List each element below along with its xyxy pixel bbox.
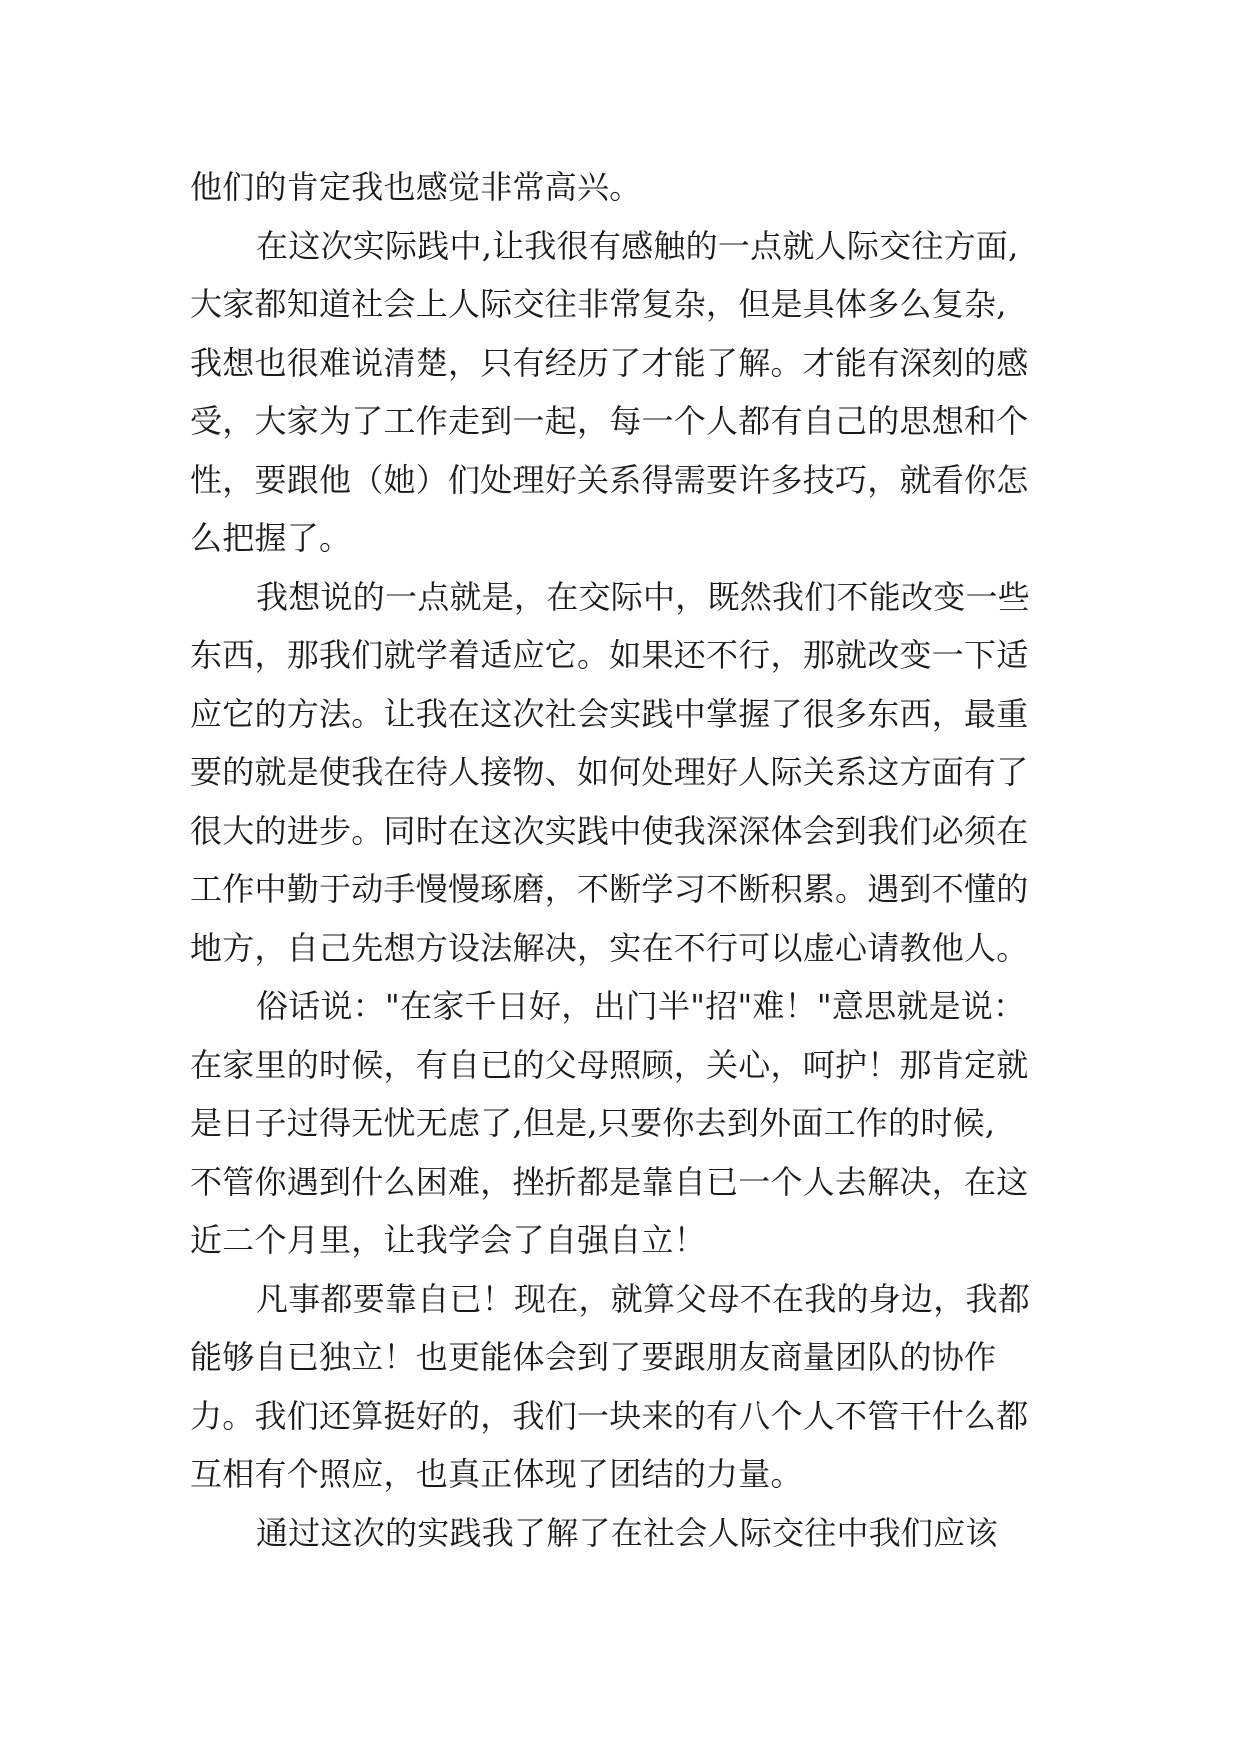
text-line: 近二个月里，让我学会了自强自立！ <box>190 1221 707 1259</box>
text-line: 我想也很难说清楚，只有经历了才能了解。才能有深刻的感 <box>190 343 1029 382</box>
text-line: 东西，那我们就学着适应它。如果还不行，那就改变一下适 <box>190 636 1029 674</box>
text-line: 性，要跟他（她）们处理好关系得需要许多技巧，就看你怎 <box>190 460 1029 499</box>
text-line: 力。我们还算挺好的，我们一块来的有八个人不管干什么都 <box>190 1396 1029 1435</box>
text-line: 能够自已独立！也更能体会到了要跟朋友商量团队的协作 <box>190 1338 997 1376</box>
text-line: 要的就是使我在待人接物、如何处理好人际关系这方面有了 <box>190 753 1029 791</box>
text-line: 大家都知道社会上人际交往非常复杂，但是具体多么复杂, <box>190 285 1007 323</box>
text-line: 工作中勤于动手慢慢琢磨，不断学习不断积累。遇到不懂的 <box>190 870 1029 908</box>
text-line: 是日子过得无忧无虑了,但是,只要你去到外面工作的时候, <box>190 1104 996 1142</box>
text-line: 地方，自己先想方设法解决，实在不行可以虚心请教他人。 <box>190 928 1029 967</box>
text-line: 不管你遇到什么困难，挫折都是靠自已一个人去解决，在这 <box>190 1162 1029 1201</box>
text-line: 俗话说："在家千日好，出门半"招"难！"意思就是说： <box>256 987 1026 1025</box>
text-line: 么把握了。 <box>190 519 352 557</box>
text-line: 很大的进步。同时在这次实践中使我深深体会到我们必须在 <box>190 811 1029 850</box>
text-line: 互相有个照应，也真正体现了团结的力量。 <box>190 1455 803 1493</box>
text-line: 在家里的时候，有自已的父母照顾，关心，呵护！那肯定就 <box>190 1045 1029 1084</box>
text-line: 他们的肯定我也感觉非常高兴。 <box>190 168 642 206</box>
text-line: 受，大家为了工作走到一起，每一个人都有自己的思想和个 <box>190 402 1029 440</box>
document-body <box>190 158 1070 1562</box>
text-line: 凡事都要靠自已！现在，就算父母不在我的身边，我都 <box>256 1279 1031 1318</box>
text-line: 我想说的一点就是，在交际中，既然我们不能改变一些 <box>256 577 1031 616</box>
text-line: 在这次实际践中,让我很有感触的一点就人际交往方面, <box>256 226 1019 265</box>
text-line: 应它的方法。让我在这次社会实践中掌握了很多东西，最重 <box>190 694 1029 733</box>
text-line: 通过这次的实践我了解了在社会人际交往中我们应该 <box>256 1513 998 1552</box>
